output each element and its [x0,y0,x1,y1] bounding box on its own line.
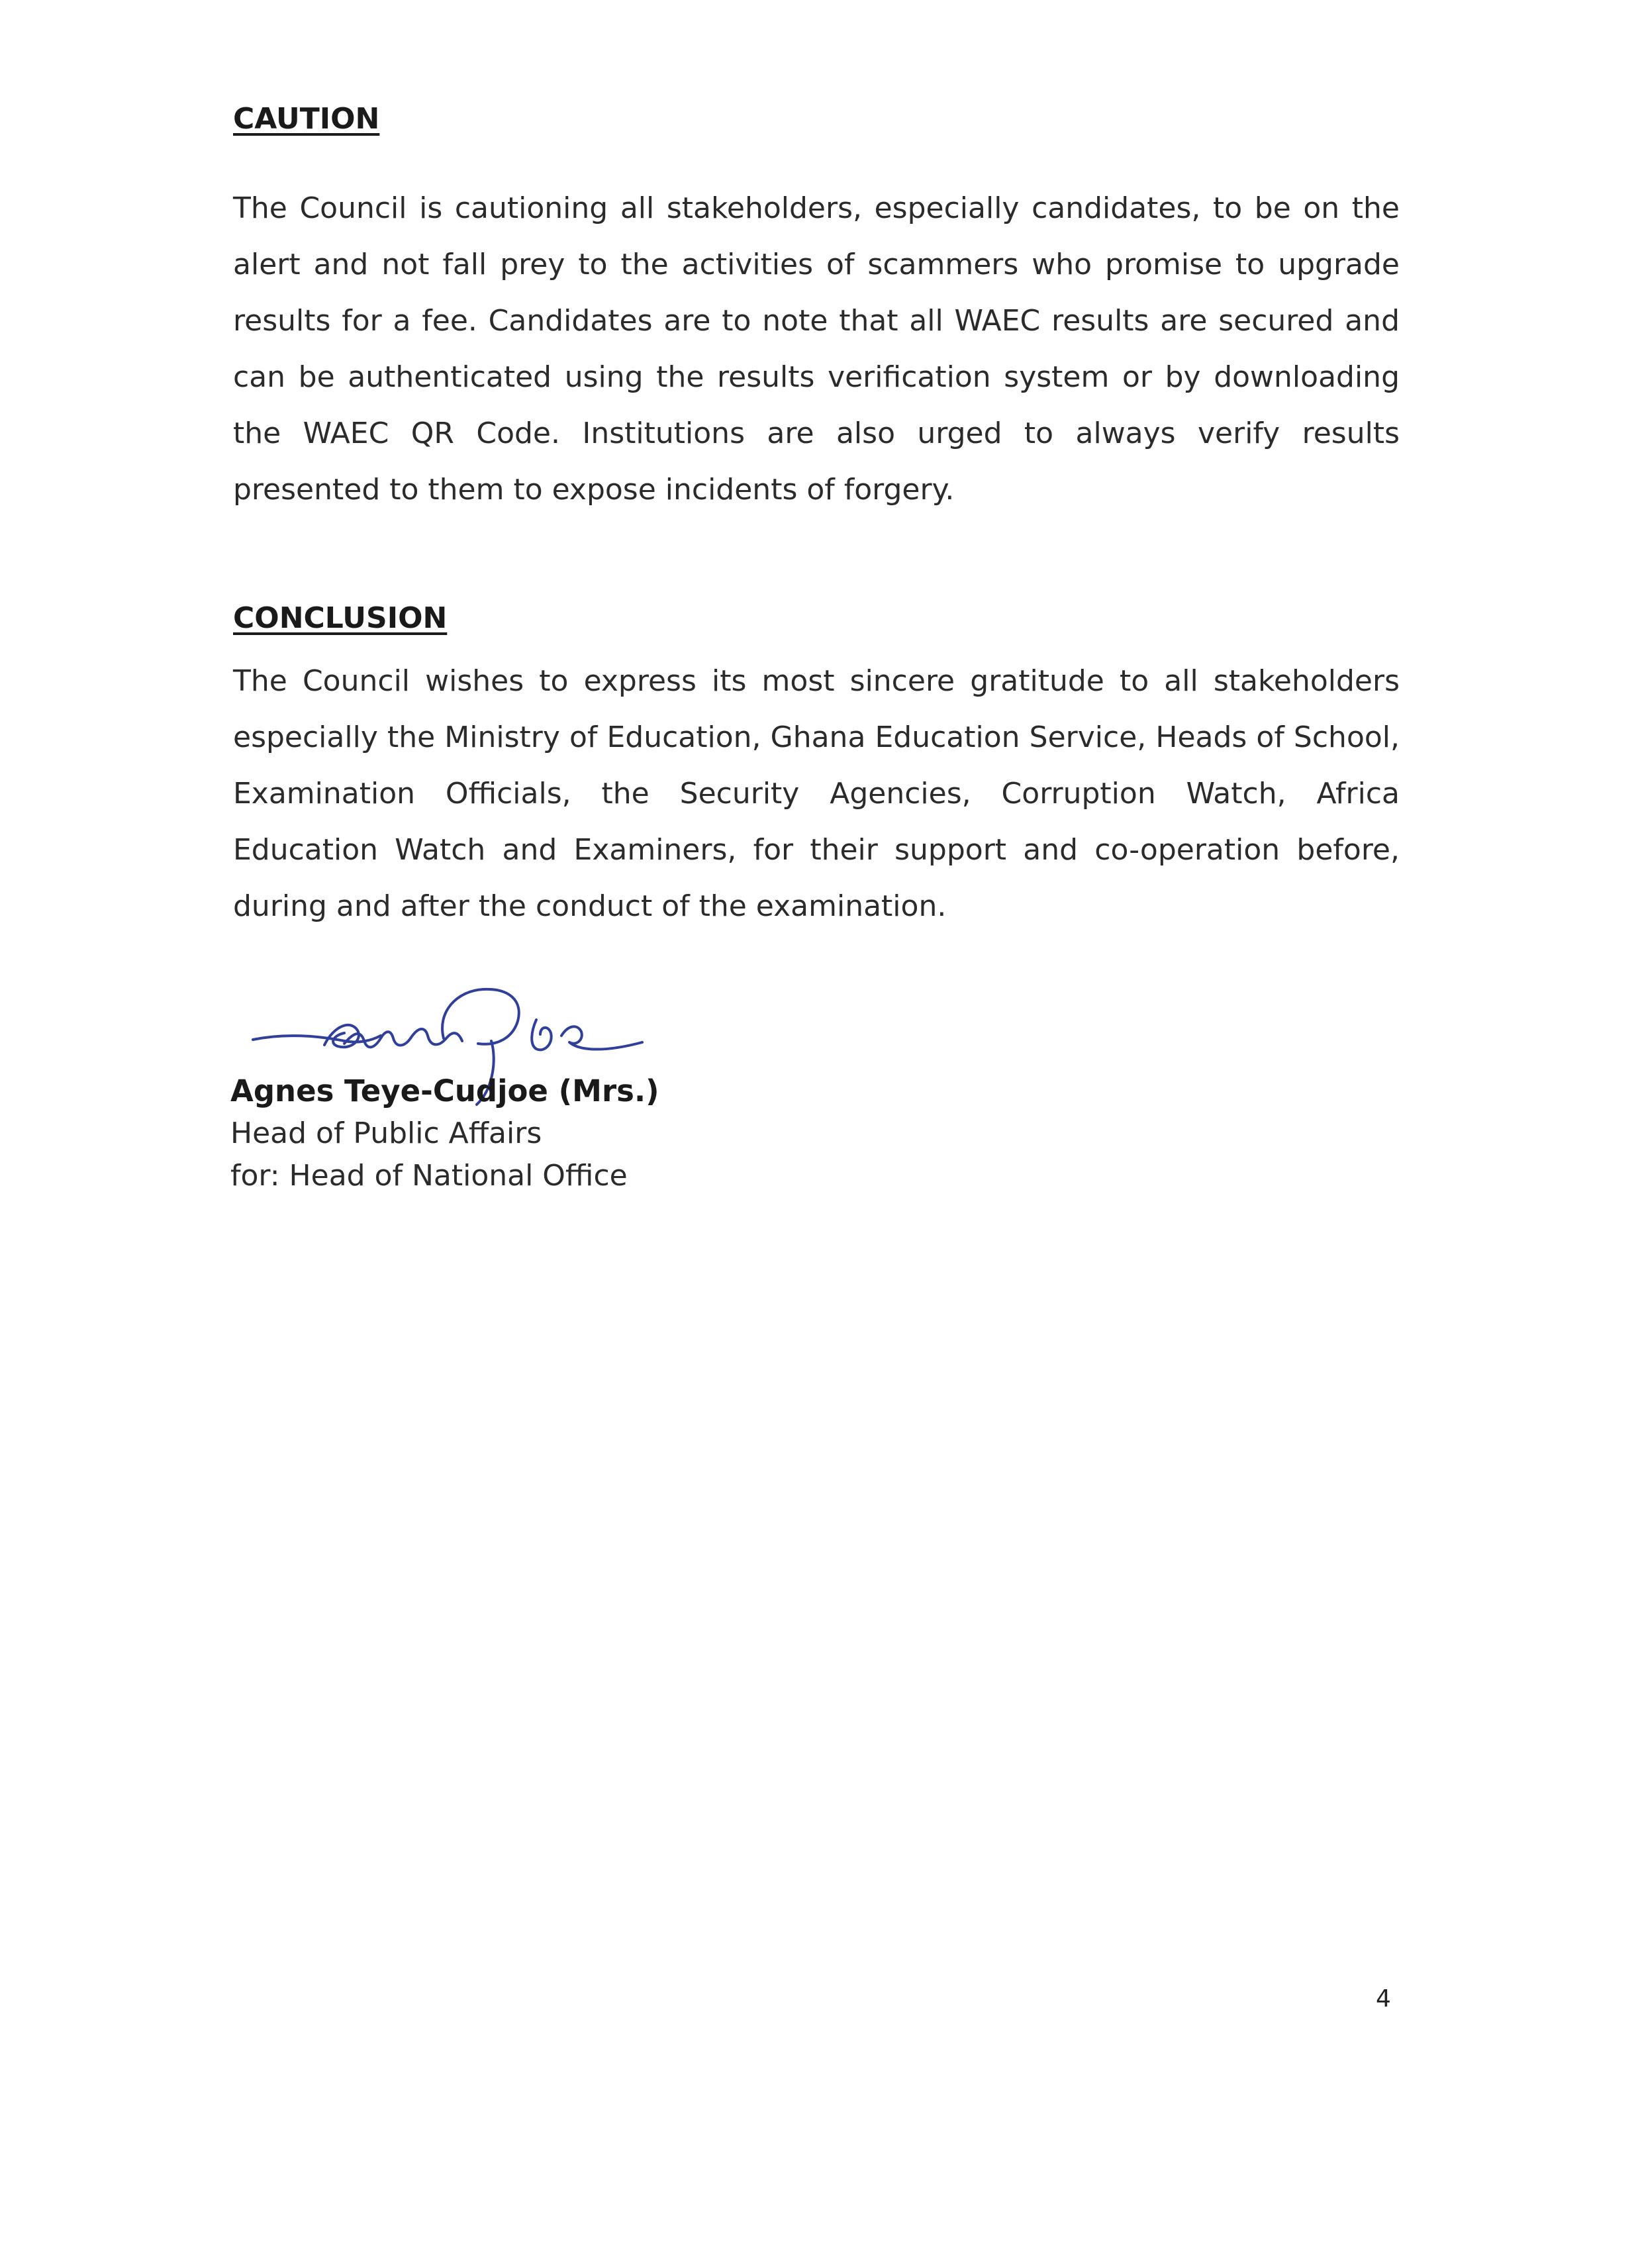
page-number: 4 [1376,1985,1391,2012]
caution-paragraph: The Council is cautioning all stakeholders, especially candidates, to be on the alert and not fall prey to the activities of scammers who promise to upgrade results for a fee. Candidates are to note that all WAEC results are secured and can be authenticated using the results verification system or by downloading the WAEC QR Code. Institutions are also urged to always verify results presented to them to expose incidents of forgery. [233,191,1400,507]
signatory-for-line: for: Head of National Office [230,1159,628,1193]
conclusion-paragraph: The Council wishes to express its most sincere gratitude to all stakeholders especially the Ministry of Education, Ghana Education Service, Heads of School, Examination Officials, the Security Agencies, Corruption Watch, Africa Education Watch and Examiners, for their support and co-operation before, during and after the conduct of the examination. [233,664,1400,923]
conclusion-heading: CONCLUSION [233,601,448,635]
signatory-name: Agnes Teye-Cudjoe (Mrs.) [230,1073,659,1109]
caution-heading: CAUTION [233,102,380,136]
signature-text: Ttcudjoe [245,972,248,973]
signatory-title: Head of Public Affairs [230,1116,542,1150]
